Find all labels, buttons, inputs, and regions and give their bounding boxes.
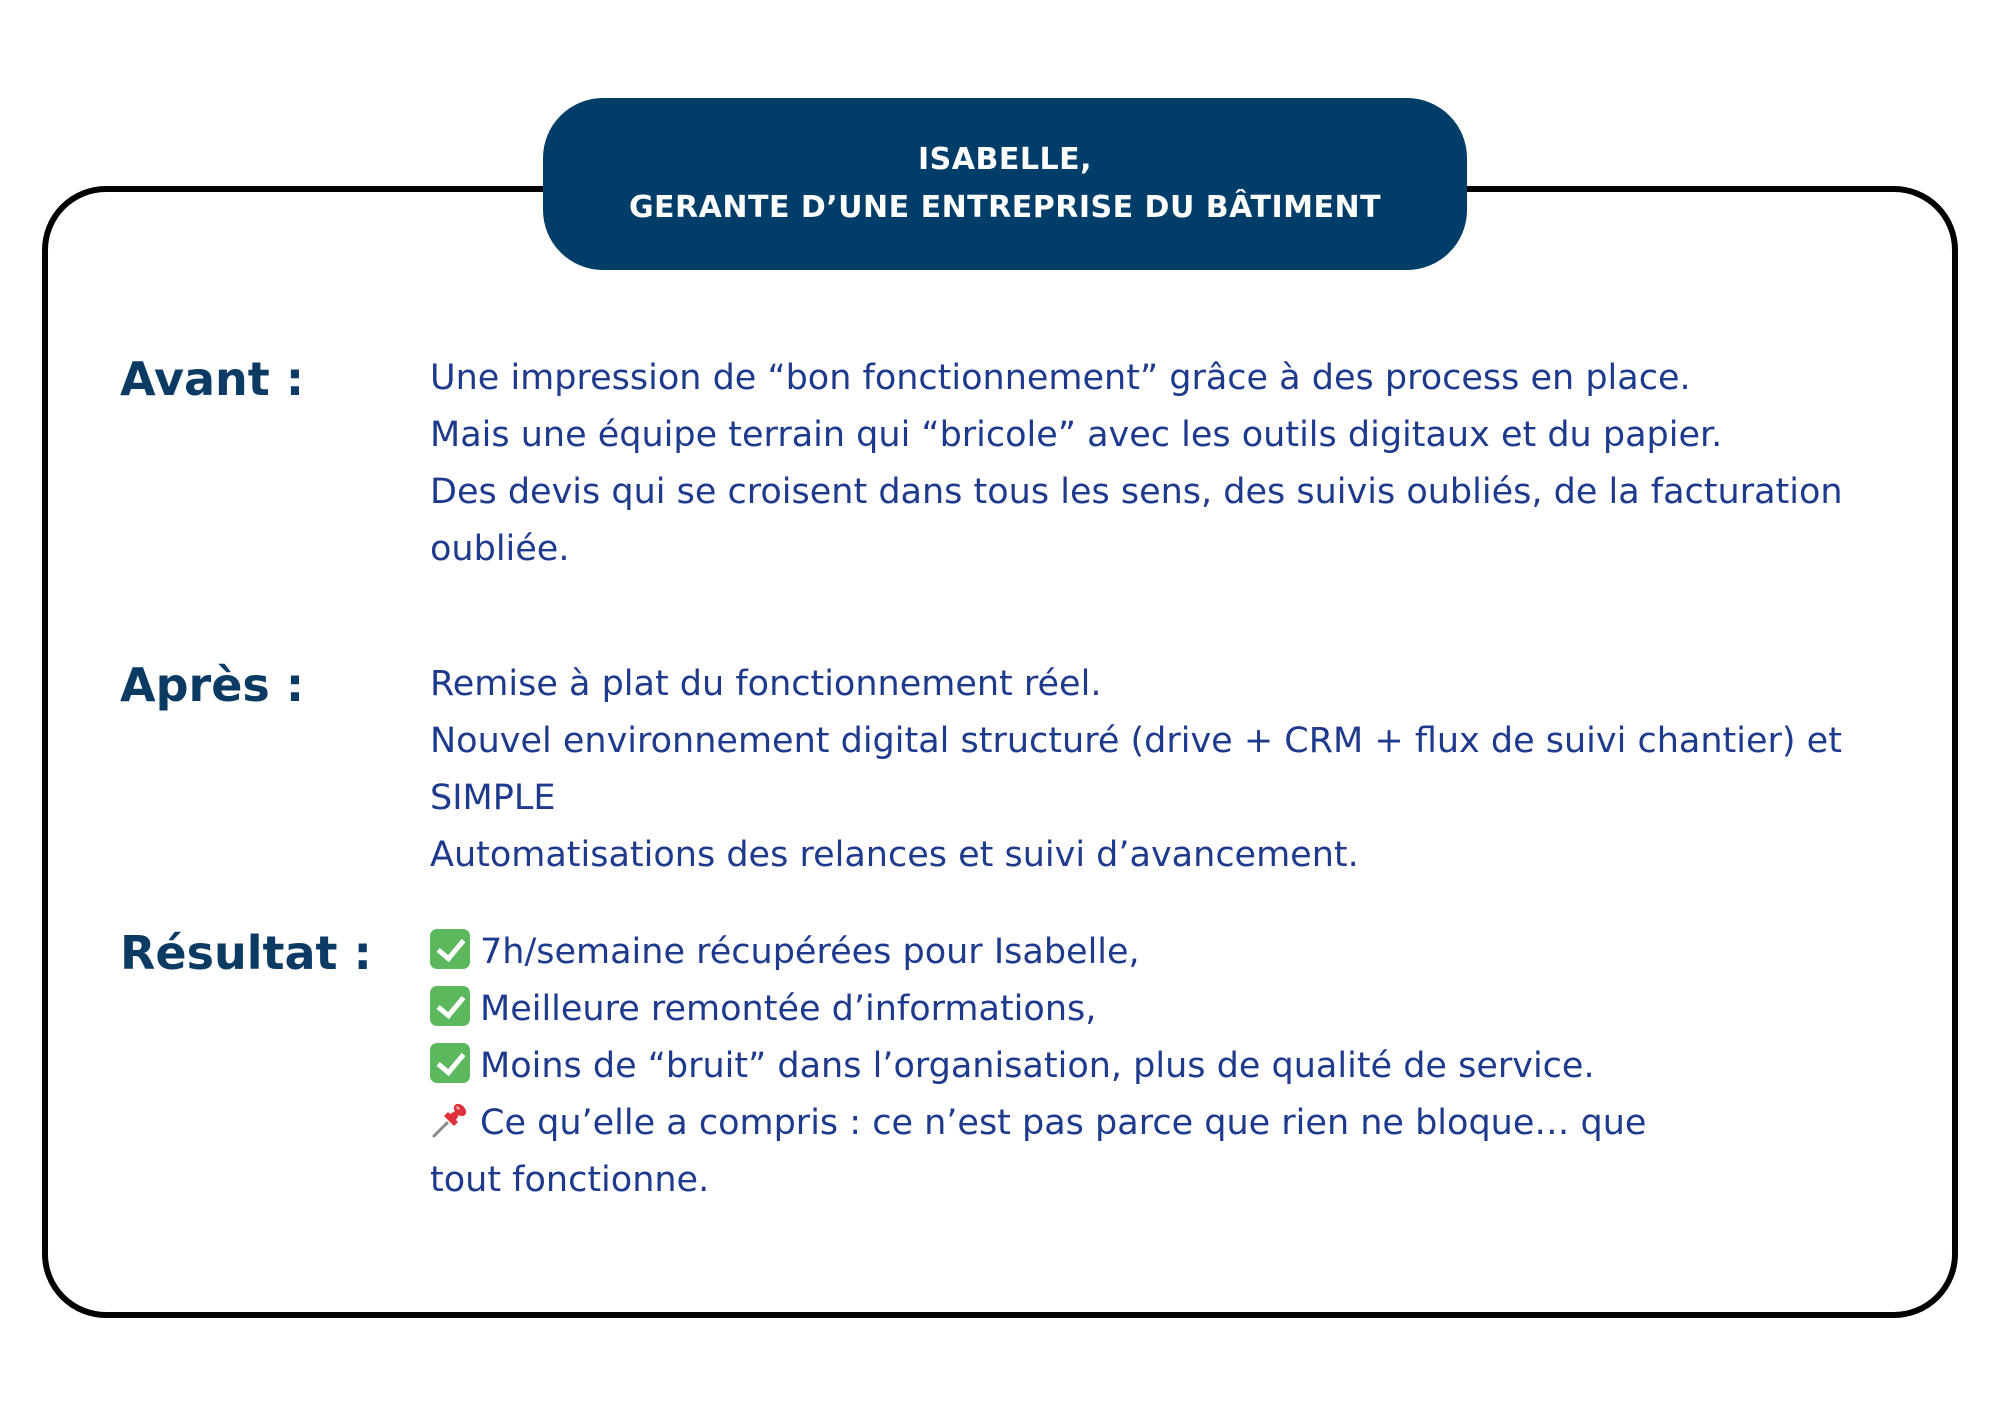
header-pill	[543, 98, 1467, 270]
avant-body	[430, 350, 1990, 578]
resultat-item-4-text: Ce qu’elle a compris : ce n’est pas parce que rien ne bloque… que	[480, 1103, 1647, 1143]
check-mark-icon	[430, 1043, 470, 1083]
apres-line-4: Automatisations des relances et suivi d’avancement.	[430, 835, 1359, 875]
resultat-body	[430, 924, 1990, 1209]
resultat-item-2-text: Meilleure remontée d’informations,	[480, 989, 1097, 1029]
apres-body	[430, 656, 1990, 884]
resultat-last-line: tout fonctionne.	[430, 1160, 710, 1200]
apres-line-2: Nouvel environnement digital structuré (drive + CRM + flux de suivi chantier) et	[430, 721, 1842, 761]
avant-label: Avant :	[120, 352, 305, 406]
resultat-item-3	[430, 1038, 1990, 1095]
check-mark-icon	[430, 929, 470, 969]
apres-line-1: Remise à plat du fonctionnement réel.	[430, 664, 1102, 704]
avant-line-4: oubliée.	[430, 529, 570, 569]
header-name: ISABELLE,	[918, 142, 1092, 177]
resultat-item-2	[430, 981, 1990, 1038]
avant-line-3: Des devis qui se croisent dans tous les sens, des suivis oubliés, de la facturation	[430, 472, 1843, 512]
header-role: GERANTE D’UNE ENTREPRISE DU BÂTIMENT	[628, 190, 1382, 225]
resultat-item-3-text: Moins de “bruit” dans l’organisation, plus de qualité de service.	[480, 1046, 1595, 1086]
apres-label: Après :	[120, 658, 305, 712]
apres-line-3: SIMPLE	[430, 778, 556, 818]
resultat-item-4	[430, 1095, 1990, 1152]
pushpin-icon	[430, 1100, 470, 1140]
resultat-item-1-text: 7h/semaine récupérées pour Isabelle,	[480, 932, 1140, 972]
resultat-item-1	[430, 924, 1990, 981]
check-mark-icon	[430, 986, 470, 1026]
avant-line-1: Une impression de “bon fonctionnement” grâce à des process en place.	[430, 358, 1691, 398]
resultat-label: Résultat :	[120, 926, 372, 980]
avant-line-2: Mais une équipe terrain qui “bricole” avec les outils digitaux et du papier.	[430, 415, 1723, 455]
